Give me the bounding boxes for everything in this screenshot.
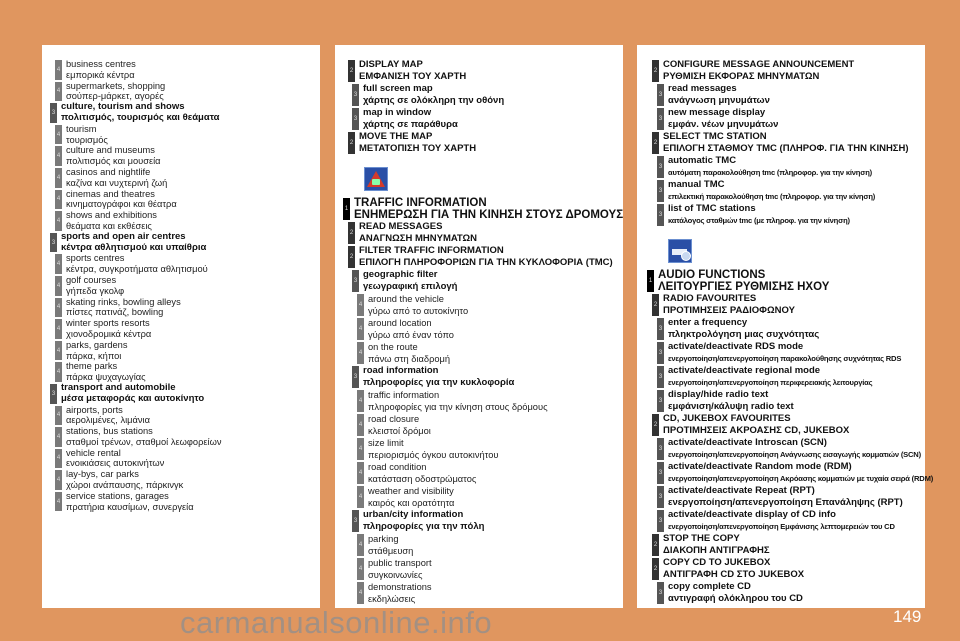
item-label-english: CD, JUKEBOX FAVOURITES — [663, 413, 791, 424]
item-label-greek: ενεργοποίηση/απενεργοποίηση Επανάληψης (RPT) — [668, 497, 903, 508]
menu-item-level-4 — [55, 189, 320, 211]
item-label-greek: κατάσταση οδοστρώματος — [368, 474, 477, 484]
level-badge: 2 — [652, 132, 659, 154]
level-badge: 3 — [657, 318, 664, 340]
menu-item-level-4 — [357, 293, 623, 317]
item-label-greek: συγκοινωνίες — [368, 570, 423, 580]
level-badge: 2 — [652, 294, 659, 316]
level-badge: 2 — [348, 246, 355, 268]
item-label-english: vehicle rental — [66, 447, 121, 458]
level-badge: 3 — [352, 366, 359, 388]
item-label-english: automatic TMC — [668, 155, 737, 166]
item-label-english: parks, gardens — [66, 339, 128, 350]
level-badge: 3 — [657, 342, 664, 364]
level-badge: 4 — [55, 168, 62, 188]
item-label-greek: χάρτης σε παράθυρα — [363, 119, 458, 130]
item-label-english: geographic filter — [363, 269, 438, 280]
item-label-english: airports, ports — [66, 404, 123, 415]
level-badge: 3 — [352, 108, 359, 130]
level-badge: 4 — [357, 414, 364, 436]
item-label-greek: περιορισμός όγκου αυτοκινήτου — [368, 450, 499, 460]
menu-item-level-4 — [357, 557, 623, 581]
level-badge: 4 — [55, 449, 62, 469]
item-label-english: shows and exhibitions — [66, 210, 157, 221]
level-badge: 4 — [55, 470, 62, 490]
traffic-info-icon — [364, 167, 388, 191]
item-label-english: sports centres — [66, 253, 125, 264]
level-badge: 4 — [55, 190, 62, 210]
watermark: carmanualsonline.info — [180, 605, 493, 640]
menu-item-level-2 — [348, 59, 623, 83]
level-badge: 3 — [50, 233, 57, 253]
menu-item-level-2 — [348, 245, 623, 269]
menu-item-level-3 — [657, 341, 925, 365]
item-label-greek: ενεργοποίηση/απενεργοποίηση Ακρόασης κομματιών με τυχαία σειρά (RDM) — [668, 474, 934, 483]
item-label-english: theme parks — [66, 361, 118, 372]
level-badge: 3 — [657, 582, 664, 604]
item-label-english: read messages — [668, 83, 737, 94]
level-badge: 4 — [357, 558, 364, 580]
level-badge: 4 — [357, 294, 364, 316]
page-number: 149 — [893, 607, 922, 626]
item-label-greek: πολιτισμός και μουσεία — [66, 156, 161, 167]
menu-item-level-4 — [55, 297, 320, 319]
menu-item-level-3 — [657, 107, 925, 131]
item-label-greek: ανάγνωση μηνυμάτων — [668, 95, 770, 106]
level-badge: 2 — [652, 60, 659, 82]
item-label-english: COPY CD TO JUKEBOX — [663, 557, 771, 568]
level-badge: 4 — [357, 342, 364, 364]
level-badge: 3 — [657, 180, 664, 202]
menu-item-level-4 — [357, 437, 623, 461]
menu-item-level-4 — [55, 361, 320, 383]
item-label-english: tourism — [66, 123, 97, 134]
level-badge: 3 — [657, 156, 664, 178]
item-label-english: business centres — [66, 59, 136, 69]
item-label-greek: κατάλογος σταθμών tmc (με πληροφ. για την κίνηση) — [668, 216, 850, 225]
menu-item-level-4 — [55, 59, 320, 81]
item-label-greek: γήπεδα γκολφ — [66, 285, 125, 296]
item-label-english: size limit — [368, 438, 404, 448]
menu-item-level-4 — [55, 318, 320, 340]
item-label-english: enter a frequency — [668, 317, 748, 328]
item-label-greek: πληροφορίες για την κυκλοφορία — [363, 377, 515, 388]
menu-item-level-3 — [657, 203, 925, 227]
menu-item-level-3 — [352, 509, 623, 533]
menu-item-level-4 — [55, 275, 320, 297]
level-badge: 3 — [50, 103, 57, 123]
item-label-english: road information — [363, 365, 439, 376]
item-label-english: CONFIGURE MESSAGE ANNOUNCEMENT — [663, 59, 855, 70]
level-badge: 4 — [55, 406, 62, 426]
level-badge: 4 — [55, 362, 62, 382]
level-badge: 3 — [657, 462, 664, 484]
item-label-greek: πολιτισμός, τουρισμός και θεάματα — [61, 111, 220, 123]
menu-item-level-1 — [647, 269, 925, 293]
level-badge: 2 — [652, 534, 659, 556]
level-badge: 3 — [657, 510, 664, 532]
item-label-greek: ΜΕΤΑΤΟΠΙΣΗ ΤΟΥ ΧΑΡΤΗ — [359, 143, 477, 154]
item-label-greek: ενεργοποίηση/απενεργοποίηση Ανάγνωσης εισαγωγής κομματιών (SCN) — [668, 450, 921, 459]
item-label-greek: σταθμοί τρένων, σταθμοί λεωφορείων — [66, 436, 222, 447]
item-label-english: activate/deactivate RDS mode — [668, 341, 804, 352]
item-label-greek: αερολιμένες, λιμάνια — [66, 415, 150, 426]
level-badge: 1 — [647, 270, 654, 292]
menu-item-level-3 — [50, 383, 320, 405]
item-label-greek: γύρω από το αυτοκίνητο — [368, 306, 469, 316]
level-badge: 4 — [55, 82, 62, 102]
item-label-greek: κινηματογράφοι και θέατρα — [66, 199, 177, 210]
item-label-greek: ΔΙΑΚΟΠΗ ΑΝΤΙΓΡΑΦΗΣ — [663, 545, 770, 556]
item-label-english: RADIO FAVOURITES — [663, 293, 757, 304]
item-label-english: manual TMC — [668, 179, 725, 190]
menu-item-level-3 — [352, 269, 623, 293]
menu-item-level-4 — [357, 341, 623, 365]
level-badge: 2 — [348, 222, 355, 244]
level-badge: 2 — [652, 414, 659, 436]
item-label-greek: πρατήρια καυσίμων, συνεργεία — [66, 501, 194, 512]
item-label-greek: εμφάν. νέων μηνυμάτων — [668, 119, 779, 130]
item-label-english: full screen map — [363, 83, 433, 94]
item-label-english: on the route — [368, 342, 418, 352]
item-label-greek: ΕΜΦΑΝΙΣΗ ΤΟΥ ΧΑΡΤΗ — [359, 71, 467, 82]
level-badge: 3 — [657, 108, 664, 130]
item-label-english: SELECT TMC STATION — [663, 131, 767, 142]
level-badge: 3 — [657, 84, 664, 106]
menu-item-level-3 — [657, 581, 925, 605]
item-label-english: transport and automobile — [61, 381, 176, 393]
level-badge: 4 — [55, 319, 62, 339]
item-label-greek: εμπορικά κέντρα — [66, 69, 135, 80]
menu-item-level-4 — [55, 253, 320, 275]
level-badge: 3 — [657, 204, 664, 226]
item-label-english: list of TMC stations — [668, 203, 756, 214]
level-badge: 4 — [357, 390, 364, 412]
item-label-greek: θεάματα και εκθέσεις — [66, 220, 152, 231]
item-label-english: traffic information — [368, 390, 440, 400]
menu-item-level-4 — [55, 81, 320, 103]
item-label-english: sports and open air centres — [61, 230, 186, 242]
item-label-greek: γεωγραφική επιλογή — [363, 281, 458, 292]
menu-item-level-4 — [55, 426, 320, 448]
level-badge: 4 — [55, 125, 62, 145]
item-label-greek: τουρισμός — [66, 134, 108, 145]
menu-item-level-4 — [55, 405, 320, 427]
item-label-greek: ενεργοποίηση/απενεργοποίηση παρακολούθησης συχνότητας RDS — [668, 354, 902, 363]
menu-item-level-1 — [343, 197, 623, 221]
menu-item-level-2 — [652, 413, 925, 437]
level-badge: 3 — [657, 366, 664, 388]
item-label-greek: ΛΕΙΤΟΥΡΓΙΕΣ ΡΥΘΜΙΣΗΣ ΗΧΟΥ — [658, 281, 830, 293]
level-badge: 4 — [55, 427, 62, 447]
item-label-english: road condition — [368, 462, 427, 472]
item-label-greek: ΕΠΙΛΟΓΗ ΣΤΑΘΜΟΥ TMC (ΠΛΗΡΟΦ. ΓΙΑ ΤΗΝ ΚΙΝΗΣΗ) — [663, 143, 909, 154]
item-label-greek: αυτόματη παρακολούθηση tmc (πληροφορ. για την κίνηση) — [668, 168, 873, 177]
item-label-english: AUDIO FUNCTIONS — [658, 269, 766, 281]
level-badge: 3 — [657, 390, 664, 412]
item-label-english: copy complete CD — [668, 581, 751, 592]
item-label-greek: στάθμευση — [368, 546, 414, 556]
item-label-english: activate/deactivate Introscan (SCN) — [668, 437, 827, 448]
menu-item-level-3 — [352, 365, 623, 389]
level-badge: 3 — [657, 486, 664, 508]
item-label-greek: επιλεκτική παρακολούθηση tmc (πληροφορ. για την κίνηση) — [668, 192, 876, 201]
item-label-english: golf courses — [66, 274, 117, 285]
menu-item-level-2 — [348, 221, 623, 245]
item-label-greek: ΕΝΗΜΕΡΩΣΗ ΓΙΑ ΤΗΝ ΚΙΝΗΣΗ ΣΤΟΥΣ ΔΡΟΜΟΥΣ — [354, 209, 624, 221]
item-label-greek: κλειστοί δρόμοι — [368, 426, 431, 436]
item-label-greek: ενεργοποίηση/απενεργοποίηση Εμφάνισης λεπτομερειών του CD — [668, 522, 895, 531]
item-label-english: stations, bus stations — [66, 426, 153, 437]
menu-item-level-4 — [55, 124, 320, 146]
level-badge: 3 — [657, 438, 664, 460]
level-badge: 4 — [55, 146, 62, 166]
item-label-greek: ενεργοποίηση/απενεργοποίηση περιφερειακής λειτουργίας — [668, 378, 873, 387]
menu-item-level-3 — [657, 317, 925, 341]
level-badge: 4 — [55, 211, 62, 231]
level-badge: 1 — [343, 198, 350, 220]
item-label-greek: σούπερ-μάρκετ, αγορές — [66, 91, 164, 102]
level-badge: 4 — [55, 341, 62, 361]
menu-item-level-2 — [652, 533, 925, 557]
item-label-english: casinos and nightlife — [66, 166, 151, 177]
item-label-english: activate/deactivate Repeat (RPT) — [668, 485, 815, 496]
menu-item-level-3 — [657, 509, 925, 533]
item-label-english: activate/deactivate display of CD info — [668, 509, 836, 520]
item-label-greek: πάρκα ψυχαγωγίας — [66, 372, 146, 383]
menu-item-level-3 — [657, 389, 925, 413]
menu-item-level-3 — [657, 437, 925, 461]
menu-item-level-3 — [352, 83, 623, 107]
menu-item-level-3 — [657, 485, 925, 509]
menu-item-level-3 — [50, 102, 320, 124]
menu-item-level-3 — [50, 232, 320, 254]
menu-column-2 — [335, 45, 623, 608]
item-label-english: parking — [368, 534, 399, 544]
menu-column-3 — [637, 45, 934, 608]
item-label-english: supermarkets, shopping — [66, 80, 166, 91]
item-label-english: FILTER TRAFFIC INFORMATION — [359, 245, 504, 256]
menu-item-level-4 — [357, 461, 623, 485]
level-badge: 4 — [55, 492, 62, 512]
item-label-english: culture, tourism and shows — [61, 101, 185, 113]
menu-item-level-4 — [55, 448, 320, 470]
item-label-greek: ΠΡΟΤΙΜΗΣΕΙΣ ΡΑΔΙΟΦΩΝΟΥ — [663, 305, 795, 316]
menu-item-level-2 — [652, 131, 925, 155]
level-badge: 3 — [352, 510, 359, 532]
menu-item-level-4 — [55, 210, 320, 232]
item-label-english: activate/deactivate regional mode — [668, 365, 821, 376]
level-badge: 2 — [348, 60, 355, 82]
item-label-greek: πληροφορίες για την κίνηση στους δρόμους — [368, 402, 548, 412]
menu-item-level-3 — [657, 155, 925, 179]
item-label-greek: μέσα μεταφοράς και αυτοκίνητο — [61, 392, 205, 404]
item-label-greek: χιονοδρομικά κέντρα — [66, 328, 152, 339]
level-badge: 3 — [352, 84, 359, 106]
menu-item-level-4 — [357, 413, 623, 437]
item-label-english: demonstrations — [368, 582, 432, 592]
item-label-english: culture and museums — [66, 145, 155, 156]
level-badge: 4 — [357, 486, 364, 508]
item-label-english: READ MESSAGES — [359, 221, 443, 232]
level-badge: 4 — [55, 254, 62, 274]
item-label-greek: ΑΝΑΓΝΩΣΗ ΜΗΝΥΜΑΤΩΝ — [359, 233, 478, 244]
menu-item-level-2 — [652, 293, 925, 317]
item-label-english: STOP THE COPY — [663, 533, 740, 544]
menu-item-level-4 — [55, 145, 320, 167]
item-label-english: new message display — [668, 107, 766, 118]
item-label-greek: αντιγραφή ολόκληρου του CD — [668, 593, 803, 604]
item-label-greek: ΕΠΙΛΟΓΗ ΠΛΗΡΟΦΟΡΙΩΝ ΓΙΑ ΤΗΝ ΚΥΚΛΟΦΟΡΙΑ (TMC) — [359, 257, 613, 268]
item-label-greek: ΡΥΘΜΙΣΗ ΕΚΦΟΡΑΣ ΜΗΝΥΜΑΤΩΝ — [663, 71, 820, 82]
item-label-english: activate/deactivate Random mode (RDM) — [668, 461, 852, 472]
menu-item-level-4 — [357, 485, 623, 509]
menu-item-level-4 — [55, 469, 320, 491]
item-label-greek: πάρκα, κήποι — [66, 350, 122, 361]
item-label-english: public transport — [368, 558, 432, 568]
menu-item-level-4 — [357, 389, 623, 413]
level-badge: 3 — [352, 270, 359, 292]
item-label-english: road closure — [368, 414, 420, 424]
item-label-english: urban/city information — [363, 509, 464, 520]
menu-column-1 — [42, 45, 320, 608]
level-badge: 2 — [348, 132, 355, 154]
menu-item-level-4 — [55, 491, 320, 513]
item-label-english: around location — [368, 318, 432, 328]
level-badge: 4 — [357, 582, 364, 604]
item-label-english: DISPLAY MAP — [359, 59, 423, 70]
item-label-english: skating rinks, bowling alleys — [66, 296, 181, 307]
menu-item-level-4 — [357, 581, 623, 605]
item-label-greek: καιρός και ορατότητα — [368, 498, 455, 508]
item-label-greek: πληροφορίες για την πόλη — [363, 521, 485, 532]
item-label-greek: χώροι ανάπαυσης, πάρκινγκ — [66, 480, 184, 491]
item-label-english: service stations, garages — [66, 490, 169, 501]
menu-item-level-4 — [55, 167, 320, 189]
audio-functions-icon — [668, 239, 692, 263]
menu-item-level-2 — [652, 59, 925, 83]
item-label-greek: πίστες πατινάζ, bowling — [66, 307, 164, 318]
item-label-english: TRAFFIC INFORMATION — [354, 197, 487, 209]
item-label-english: cinemas and theatres — [66, 188, 155, 199]
menu-item-level-3 — [657, 365, 925, 389]
menu-item-level-4 — [357, 533, 623, 557]
item-label-english: around the vehicle — [368, 294, 444, 304]
item-label-greek: εμφάνιση/κάλυψη radio text — [668, 401, 794, 412]
item-label-greek: εκδηλώσεις — [368, 594, 416, 604]
menu-item-level-4 — [55, 340, 320, 362]
level-badge: 4 — [357, 462, 364, 484]
menu-item-level-4 — [357, 317, 623, 341]
item-label-greek: καζίνα και νυχτερινή ζωή — [66, 177, 168, 188]
item-label-greek: γύρω από έναν τόπο — [368, 330, 454, 340]
menu-item-level-2 — [652, 557, 925, 581]
item-label-greek: ΠΡΟΤΙΜΗΣΕΙΣ ΑΚΡΟΑΣΗΣ CD, JUKEBOX — [663, 425, 850, 436]
level-badge: 4 — [357, 438, 364, 460]
item-label-greek: πάνω στη διαδρομή — [368, 354, 451, 364]
item-label-english: MOVE THE MAP — [359, 131, 433, 142]
item-label-english: winter sports resorts — [66, 318, 150, 329]
item-label-greek: ενοικιάσεις αυτοκινήτων — [66, 458, 165, 469]
menu-item-level-2 — [348, 131, 623, 155]
menu-item-level-3 — [657, 179, 925, 203]
level-badge: 4 — [55, 298, 62, 318]
item-label-english: weather and visibility — [368, 486, 454, 496]
item-label-greek: χάρτης σε ολόκληρη την οθόνη — [363, 95, 505, 106]
menu-item-level-3 — [657, 83, 925, 107]
level-badge: 4 — [357, 534, 364, 556]
level-badge: 3 — [50, 384, 57, 404]
level-badge: 2 — [652, 558, 659, 580]
item-label-greek: πληκτρολόγηση μιας συχνότητας — [668, 329, 820, 340]
item-label-greek: ΑΝΤΙΓΡΑΦΗ CD ΣΤΟ JUKEBOX — [663, 569, 805, 580]
level-badge: 4 — [55, 60, 62, 80]
level-badge: 4 — [55, 276, 62, 296]
menu-item-level-3 — [352, 107, 623, 131]
level-badge: 4 — [357, 318, 364, 340]
item-label-greek: κέντρα αθλητισμού και υπαίθρια — [61, 241, 207, 253]
item-label-english: lay-bys, car parks — [66, 469, 139, 480]
item-label-greek: κέντρα, συγκροτήματα αθλητισμού — [66, 264, 208, 275]
menu-item-level-3 — [657, 461, 934, 485]
item-label-english: map in window — [363, 107, 432, 118]
item-label-english: display/hide radio text — [668, 389, 769, 400]
